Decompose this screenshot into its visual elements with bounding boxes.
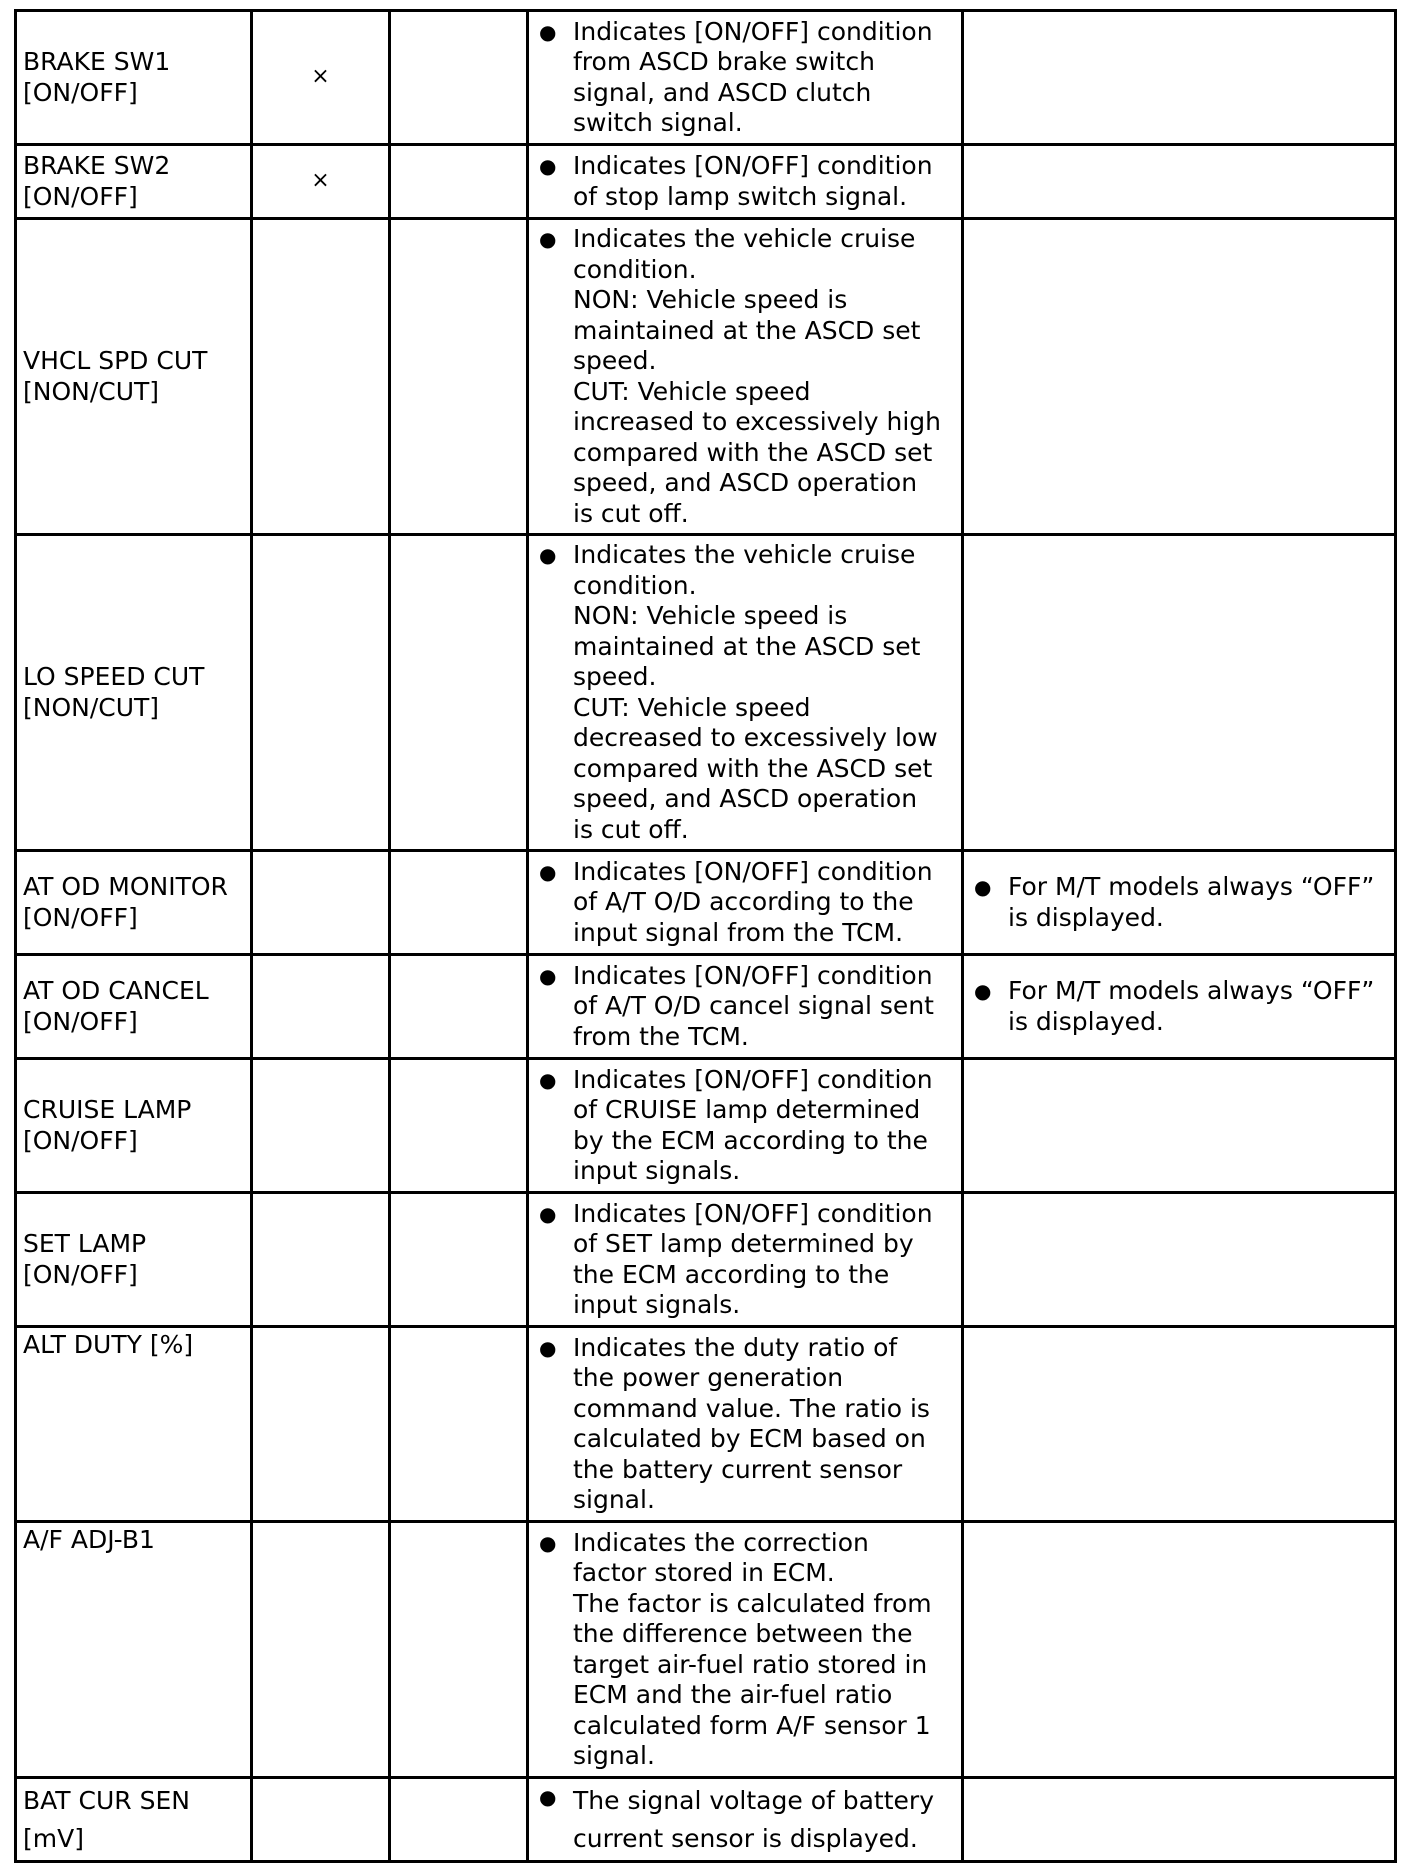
item-cell (16, 1522, 252, 1778)
condition-cell (528, 1327, 963, 1522)
bullet-icon: ● (539, 859, 557, 884)
condition-text: Indicates [ON/OFF] condition from ASCD brake switch signal, and ASCD clutch switch signal. (573, 16, 933, 137)
condition-cell (528, 11, 963, 145)
mark-cell (252, 1193, 390, 1327)
bullet-icon: ● (539, 1201, 557, 1226)
mark-cell (252, 851, 390, 955)
condition-text: Indicates [ON/OFF] condition of CRUISE lamp determined by the ECM according to the input signals. (573, 1064, 933, 1185)
condition-text: Indicates [ON/OFF] condition of SET lamp determined by the ECM according to the input signals. (573, 1198, 933, 1319)
table-row (16, 1193, 1396, 1327)
item-cell (16, 955, 252, 1059)
table-row (16, 535, 1396, 851)
condition-text: Indicates [ON/OFF] condition of stop lamp switch signal. (573, 151, 933, 211)
mark-cell (390, 535, 528, 851)
item-cell (16, 1059, 252, 1193)
table-row (16, 1059, 1396, 1193)
mark-cell: × (252, 145, 390, 219)
bullet-icon: ● (539, 227, 557, 251)
bullet-icon: ● (539, 1530, 557, 1555)
item-name: BAT CUR SEN [mV] (23, 1785, 190, 1853)
mark-cell (252, 1327, 390, 1522)
remark-text: For M/T models always “OFF” is displayed. (1008, 976, 1375, 1036)
bullet-icon: ● (539, 19, 557, 44)
bullet-icon: ● (539, 1067, 557, 1092)
remark-cell (963, 535, 1396, 851)
mark-cell (390, 955, 528, 1059)
item-cell (16, 1327, 252, 1522)
item-cell (16, 535, 252, 851)
condition-cell (528, 1522, 963, 1778)
bullet-icon: ● (539, 1784, 557, 1809)
table-row (16, 1522, 1396, 1778)
bullet-icon: ● (539, 543, 557, 567)
condition-text: Indicates the correction factor stored in ECM. The factor is calculated from the difference between the target air-fuel ratio stored in ECM and the air-fuel ratio calculated form A/F sensor 1 signal. (573, 1527, 932, 1770)
condition-cell (528, 955, 963, 1059)
bullet-icon: ● (539, 154, 557, 178)
mark-cell (252, 1778, 390, 1862)
mark-cell (390, 1059, 528, 1193)
item-cell (16, 1193, 252, 1327)
remark-text: For M/T models always “OFF” is displayed. (1008, 872, 1375, 932)
mark-cell (390, 1778, 528, 1862)
monitor-item-table (14, 9, 1397, 1863)
item-name: SET LAMP [ON/OFF] (23, 1229, 147, 1289)
condition-text: Indicates [ON/OFF] condition of A/T O/D according to the input signal from the TCM. (573, 856, 933, 947)
item-name: CRUISE LAMP [ON/OFF] (23, 1095, 192, 1155)
item-name: ALT DUTY [%] (23, 1330, 194, 1359)
item-name: BRAKE SW1 [ON/OFF] (23, 47, 171, 107)
bullet-icon: ● (539, 1335, 557, 1360)
table-row (16, 11, 1396, 145)
item-cell (16, 11, 252, 145)
item-cell (16, 851, 252, 955)
mark-cell (390, 1327, 528, 1522)
mark-cell (390, 145, 528, 219)
condition-text: The signal voltage of battery current sensor is displayed. (573, 1785, 934, 1853)
bullet-icon: ● (539, 963, 557, 988)
condition-cell (528, 145, 963, 219)
mark-cell (390, 11, 528, 145)
table-row (16, 851, 1396, 955)
bullet-icon: ● (974, 979, 992, 1003)
condition-text: Indicates the duty ratio of the power generation command value. The ratio is calculated by ECM based on the battery current sensor signal. (573, 1332, 930, 1514)
mark-cell (252, 955, 390, 1059)
remark-cell (963, 219, 1396, 535)
item-name: BRAKE SW2 [ON/OFF] (23, 151, 171, 211)
item-name: VHCL SPD CUT [NON/CUT] (23, 346, 208, 406)
remark-cell (963, 851, 1396, 955)
remark-cell (963, 11, 1396, 145)
mark-cell (390, 1522, 528, 1778)
item-name: AT OD CANCEL [ON/OFF] (23, 976, 209, 1036)
condition-cell (528, 851, 963, 955)
item-name: AT OD MONITOR [ON/OFF] (23, 872, 228, 932)
item-name: LO SPEED CUT [NON/CUT] (23, 662, 205, 722)
condition-cell (528, 1059, 963, 1193)
condition-cell (528, 1778, 963, 1862)
mark-cell (390, 1193, 528, 1327)
condition-cell (528, 535, 963, 851)
item-cell (16, 145, 252, 219)
remark-cell (963, 1778, 1396, 1862)
remark-cell (963, 1327, 1396, 1522)
condition-text: Indicates [ON/OFF] condition of A/T O/D cancel signal sent from the TCM. (573, 960, 934, 1051)
mark-cell (252, 1522, 390, 1778)
table-row (16, 219, 1396, 535)
condition-text: Indicates the vehicle cruise condition. NON: Vehicle speed is maintained at the ASCD set speed. CUT: Vehicle speed increased to excessively high compared with the ASCD set speed, and ASCD operation is cut off. (573, 224, 942, 528)
condition-cell (528, 219, 963, 535)
mark-cell (252, 1059, 390, 1193)
table-row (16, 1778, 1396, 1862)
table-row (16, 145, 1396, 219)
condition-text: Indicates the vehicle cruise condition. NON: Vehicle speed is maintained at the ASCD set speed. CUT: Vehicle speed decreased to excessively low compared with the ASCD set speed, and ASCD operation is cut off. (573, 540, 938, 844)
remark-cell (963, 1522, 1396, 1778)
mark-cell: × (252, 11, 390, 145)
table-row (16, 955, 1396, 1059)
condition-cell (528, 1193, 963, 1327)
mark-cell (252, 219, 390, 535)
item-cell (16, 1778, 252, 1862)
table-row (16, 1327, 1396, 1522)
remark-cell (963, 1193, 1396, 1327)
remark-cell (963, 145, 1396, 219)
bullet-icon: ● (974, 875, 992, 899)
item-cell (16, 219, 252, 535)
item-name: A/F ADJ-B1 (23, 1525, 155, 1554)
remark-cell (963, 1059, 1396, 1193)
remark-cell (963, 955, 1396, 1059)
mark-cell (390, 851, 528, 955)
mark-cell (390, 219, 528, 535)
mark-cell (252, 535, 390, 851)
